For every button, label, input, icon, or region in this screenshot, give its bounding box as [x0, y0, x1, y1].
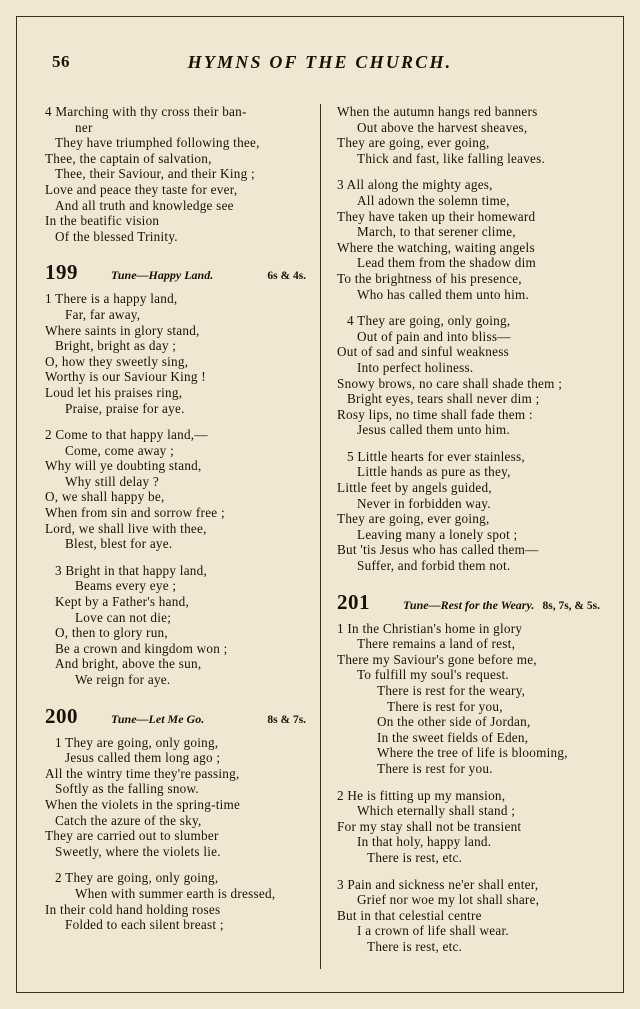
hymn-line: They are carried out to slumber [45, 828, 219, 844]
hymn-line: Praise, praise for aye. [65, 400, 185, 416]
hymn-heading [45, 260, 307, 285]
hymn-line: All the wintry time they're passing, [45, 765, 240, 781]
hymn-line: 3 All along the mighty ages, [337, 177, 493, 193]
hymn-line: Sweetly, where the violets lie. [55, 843, 221, 859]
hymn-line: 5 Little hearts for ever stainless, [347, 448, 525, 464]
hymn-line: Rosy lips, no time shall fade them : [337, 406, 533, 422]
hymn-line: In the sweet fields of Eden, [377, 729, 529, 745]
hymn-stanza [45, 291, 306, 416]
hymn-line: 1 They are going, only going, [55, 734, 219, 750]
hymn-stanza [337, 788, 600, 866]
hymn-line: There my Saviour's gone before me, [337, 651, 537, 667]
hymn-line: When the violets in the spring-time [45, 796, 241, 812]
hymn-stanza [337, 177, 600, 302]
hymn-line: Out of pain and into bliss— [357, 328, 511, 344]
hymn-line: There remains a land of rest, [357, 636, 516, 652]
running-title: HYMNS OF THE CHURCH. [187, 52, 453, 72]
hymn-line: Bright eyes, tears shall never dim ; [347, 391, 540, 407]
hymn-line: Grief nor woe my lot shall share, [357, 892, 540, 908]
hymn-line: There is rest for the weary, [377, 683, 526, 698]
hymn-line: Love can not die; [75, 609, 172, 625]
hymn-line: Loud let his praises ring, [45, 384, 183, 400]
hymn-line: Leaving many a lonely spot ; [357, 526, 518, 542]
column-divider-rule [320, 104, 321, 969]
hymn-line: In their cold hand holding roses [45, 901, 221, 917]
hymn-line: 2 They are going, only going, [55, 870, 219, 886]
hymn-line: They are going, ever going, [337, 511, 490, 527]
hymn-meter-label: 6s & 4s. [267, 270, 307, 283]
hymn-line: 4 Marching with thy cross their ban- [45, 104, 247, 119]
hymn-heading [45, 704, 306, 726]
hymn-line: We reign for aye. [75, 672, 171, 687]
hymn-line: Be a crown and kingdom won ; [55, 640, 228, 656]
hymn-line: 3 Pain and sickness ne'er shall enter, [337, 876, 539, 892]
hymn-line: Where the tree of life is blooming, [377, 745, 568, 761]
hymn-line: There is rest for you, [387, 698, 503, 714]
hymn-line: O, then to glory run, [55, 625, 168, 641]
hymn-line: Beams every eye ; [75, 578, 177, 594]
hymn-line: Into perfect holiness. [357, 359, 474, 375]
hymn-number: 201 [337, 589, 371, 614]
hymn-line: In the beatific vision [45, 213, 160, 229]
hymn-line: For my stay shall not be transient [337, 818, 522, 834]
hymn-stanza [337, 313, 600, 438]
hymn-line: Come, come away ; [65, 442, 174, 458]
hymn-line: When with summer earth is dressed, [75, 885, 276, 901]
hymn-stanza [337, 449, 600, 574]
hymn-line: There is rest for you. [377, 760, 493, 776]
continued-stanza [45, 104, 306, 244]
page-number: 56 [52, 52, 70, 71]
hymn-tune-label: Tune—Rest for the Weary. [403, 597, 535, 612]
hymn-line: Thee, the captain of salvation, [45, 150, 212, 166]
hymn-line: Who has called them unto him. [357, 286, 530, 302]
hymn-number: 199 [45, 260, 78, 285]
hymn-stanza [45, 870, 306, 932]
hymn-line: To the brightness of his presence, [337, 270, 522, 286]
hymn-line: And all truth and knowledge see [55, 197, 234, 213]
hymn-line: Worthy is our Saviour King ! [45, 369, 206, 385]
hymn-stanza [45, 563, 306, 688]
hymn-line: Snowy brows, no care shall shade them ; [337, 375, 563, 391]
hymn-line: Love and peace they taste for ever, [45, 181, 238, 197]
hymn-line: ner [75, 119, 93, 135]
hymn-line: And bright, above the sun, [55, 656, 202, 672]
hymn-line: Blest, blest for aye. [65, 536, 173, 552]
hymn-tune-label: Tune—Let Me Go. [111, 711, 205, 726]
hymn-line: Kept by a Father's hand, [55, 594, 189, 610]
hymn-line: 3 Bright in that happy land, [55, 562, 208, 578]
hymn-line: Of the blessed Trinity. [55, 228, 178, 244]
hymn-line: But in that celestial centre [337, 907, 482, 923]
page-header [40, 52, 600, 80]
hymn-line: Folded to each silent breast ; [65, 917, 224, 933]
hymn-line: 1 There is a happy land, [45, 291, 178, 307]
hymn-line: There is rest, etc. [367, 938, 463, 954]
hymn-line: I a crown of life shall wear. [357, 923, 509, 939]
hymn-line: Bright, bright as day ; [55, 338, 177, 354]
hymn-line: Jesus called them unto him. [357, 422, 510, 438]
hymn-line: Little hands as pure as they, [357, 464, 511, 480]
hymn-stanza [337, 877, 600, 955]
hymn-line: O, how they sweetly sing, [45, 353, 189, 369]
hymn-line: O, we shall happy be, [45, 489, 165, 505]
hymn-line: Suffer, and forbid them not. [357, 558, 511, 574]
continued-stanza [337, 104, 600, 166]
hymn-line: In that holy, happy land. [357, 834, 492, 850]
hymn-line: March, to that serener clime, [357, 224, 516, 240]
hymn-line: Why still delay ? [65, 473, 159, 489]
hymn-line: 1 In the Christian's home in glory [337, 620, 523, 636]
hymn-line: Lead them from the shadow dim [357, 255, 537, 271]
hymn-stanza [45, 427, 306, 552]
hymn-line: Lord, we shall live with thee, [45, 520, 207, 536]
hymn-line: When the autumn hangs red banners [337, 104, 538, 119]
hymn-meter-label: 8s, 7s, & 5s. [542, 599, 600, 612]
hymn-line: Never in forbidden way. [357, 495, 491, 511]
hymn-line: But 'tis Jesus who has called them— [337, 542, 539, 558]
hymn-number: 200 [45, 703, 78, 728]
hymn-line: Which eternally shall stand ; [357, 803, 516, 819]
hymn-line: Little feet by angels guided, [337, 480, 492, 496]
hymn-line: Thick and fast, like falling leaves. [357, 150, 546, 166]
hymn-line: Jesus called them long ago ; [65, 750, 221, 766]
hymn-line: Where the watching, waiting angels [337, 239, 535, 255]
hymn-line: When from sin and sorrow free ; [45, 505, 225, 521]
hymn-line: There is rest, etc. [367, 849, 463, 865]
right-column [329, 104, 600, 969]
hymn-line: All adown the solemn time, [357, 192, 510, 208]
hymn-line: Catch the azure of the sky, [55, 812, 202, 828]
hymn-line: Far, far away, [65, 306, 141, 322]
hymn-line: Why will ye doubting stand, [45, 458, 202, 474]
hymn-meter-label: 8s & 7s. [267, 713, 307, 726]
left-column [45, 104, 316, 969]
hymn-heading [337, 590, 600, 612]
hymn-line: 2 He is fitting up my mansion, [337, 787, 506, 803]
hymn-line: Where saints in glory stand, [45, 322, 200, 338]
hymn-line: On the other side of Jordan, [377, 714, 531, 730]
hymn-line: To fulfill my soul's request. [357, 667, 509, 683]
hymn-line: Out above the harvest sheaves, [357, 119, 528, 135]
two-column-body [45, 104, 600, 969]
hymn-line: 2 Come to that happy land,— [45, 427, 208, 443]
hymn-line: Softly as the falling snow. [55, 781, 199, 797]
hymn-stanza [45, 735, 306, 860]
hymn-line: Out of sad and sinful weakness [337, 344, 509, 360]
hymn-stanza [337, 621, 600, 777]
hymn-line: They have taken up their homeward [337, 208, 536, 224]
hymn-tune-label: Tune—Happy Land. [111, 268, 214, 283]
hymn-line: 4 They are going, only going, [347, 313, 511, 329]
hymn-line: They have triumphed following thee, [55, 135, 260, 151]
hymn-line: Thee, their Saviour, and their King ; [55, 166, 255, 182]
hymn-line: They are going, ever going, [337, 135, 490, 151]
